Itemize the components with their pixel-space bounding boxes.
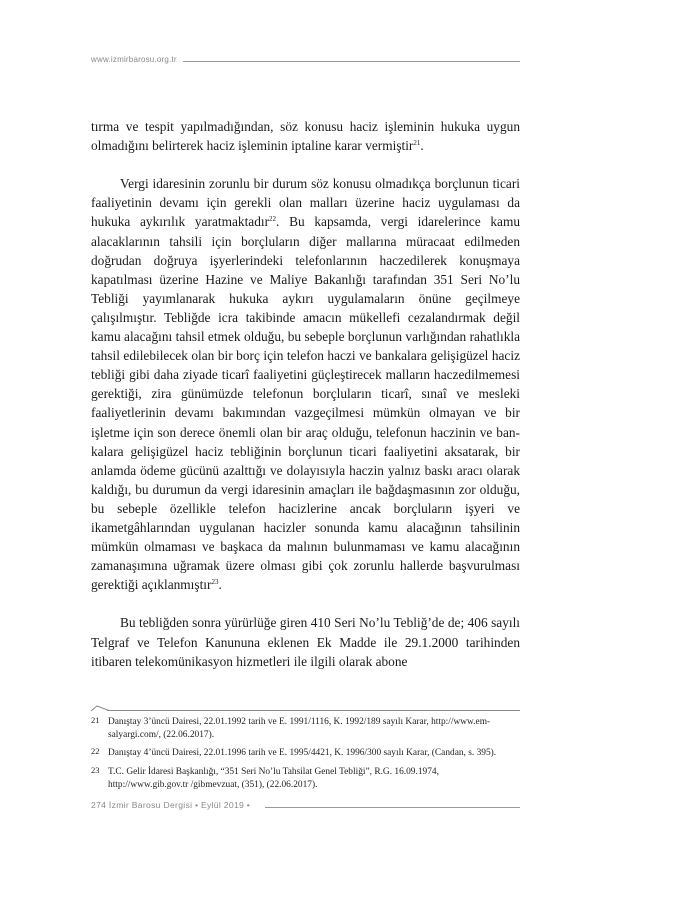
footnote-separator — [91, 705, 520, 711]
paragraph — [91, 117, 520, 155]
footnote-ref: 23 — [211, 578, 219, 587]
footer-text: 274 İzmir Barosu Dergisi • Eylül 2019 • — [91, 800, 251, 810]
footnote-number: 23 — [91, 764, 100, 775]
footnote-ref: 21 — [413, 139, 421, 148]
footnote-number: 21 — [91, 715, 100, 725]
footnote — [91, 766, 520, 792]
paragraph-text: tırma ve tespit yapılmadığından, söz konusu haciz işleminin hukuka uygun olmadığını belirterek haciz işleminin iptaline karar vermiştir — [91, 119, 520, 154]
main-text — [91, 117, 520, 671]
paragraph — [91, 174, 520, 594]
footnote — [91, 716, 520, 742]
paragraph-text: . — [218, 577, 222, 593]
paragraph-text: . Bu kapsamda, vergi idarelerince kamu alacaklarının tahsili için borçluların diğer mallarına müracaat edilmeden doğrudan doğruya işyerlerindeki telefonlarının haczedilerek konuşmaya kapatılması üzerine Hazine ve Maliye Bakanlığı tarafından 351 Seri No’lu Tebliği yayımlanarak hukuka aykırı uygulamaların önüne geçilmeye çalışılmıştır. Tebliğde icra takibinde amacın mükellefi cezalandırmak değil kamu alacağını tahsil etmek olduğu, bu sebeple borçlunun varlığından rahatlıkla tahsil edilebilecek olan bir borç için telefon haczi ve bankalara gelişigüzel haciz tebliği gibi daha ziyade ticarî faaliyetini güçleştirecek malların haczedilmemesi gerektiği, zira günümüzde telefonun borçluların ticarî, sınaî ve mesleki faaliyetlerinin devamı bakımından vazgeçilmesi mümkün olmayan ve bir işletme için son derece önemli olan bir araç olduğu, telefonun haczinin ve bankalara gelişigüzel haciz tebliğinin borçlunun ticari faaliyetini aksatarak, bir anlamda ödeme gücünü azalttığı ve dolayısıyla haczin yalnız baskı aracı olarak kaldığı, bu durumun da vergi idaresinin amaçları ile bağdaşmasının zor olduğu, bu sebeple özellikle telefon hacizlerine ancak borçluların işyeri ve ikametgâhlarından uygulanan hacizler sonunda kamu alacağının tahsilinin mümkün olmaması ve başkaca da malının bulunmaması ve kamu alacağının zamanaşımına uğramak üzere olması gibi çok zorunlu hallerde başvurulması gerektiği açıklanmıştır — [91, 214, 520, 593]
header-site-url: www.izmirbarosu.org.tr — [91, 55, 177, 64]
footnote-text: T.C. Gelir İdaresi Başkanlığı, “351 Seri No’lu Tahsilat Genel Tebliği”, R.G. 16.09.1974, http://www.gib.gov.tr /gibmevzuat, (351), (22.06.2017). — [108, 766, 439, 790]
footnote — [91, 747, 520, 760]
header-rule — [183, 61, 520, 62]
paragraph-text: Bu tebliğden sonra yürürlüğe giren 410 Seri No’lu Tebliğ’de de; 406 sayılı Telgraf ve Telefon Kanununa eklenen Ek Madde ile 29.1.2000 tarihinden itibaren telekomünikasyon hizmetleri ile ilgili olarak abone — [91, 615, 520, 669]
footnote-number: 22 — [91, 746, 100, 757]
footnote-text: Danıştay 4’üncü Dairesi, 22.01.1996 tarih ve E. 1995/4421, K. 1996/300 sayılı Karar, (Candan, s. 395). — [108, 748, 497, 759]
paragraph-text: Vergi idaresinin zorunlu bir durum söz konusu olmadıkça borçlunun ticari faaliyetinin devamı için gerekli olan malları üzerine haciz uygulaması da hukuka aykırılık yaratmaktadır — [91, 176, 520, 230]
paragraph — [91, 613, 520, 670]
footnote-ref: 22 — [269, 215, 277, 224]
page-footer — [91, 800, 520, 812]
paragraph-text: . — [420, 138, 424, 154]
footnotes — [91, 716, 520, 797]
page-header — [91, 55, 520, 67]
footnote-text: Danıştay 3’üncü Dairesi, 22.01.1992 tarih ve E. 1991/1116, K. 1992/189 sayılı Karar, http://www.emsalyargi.com/, (22.06.2017). — [108, 717, 491, 741]
footer-rule — [265, 807, 520, 808]
